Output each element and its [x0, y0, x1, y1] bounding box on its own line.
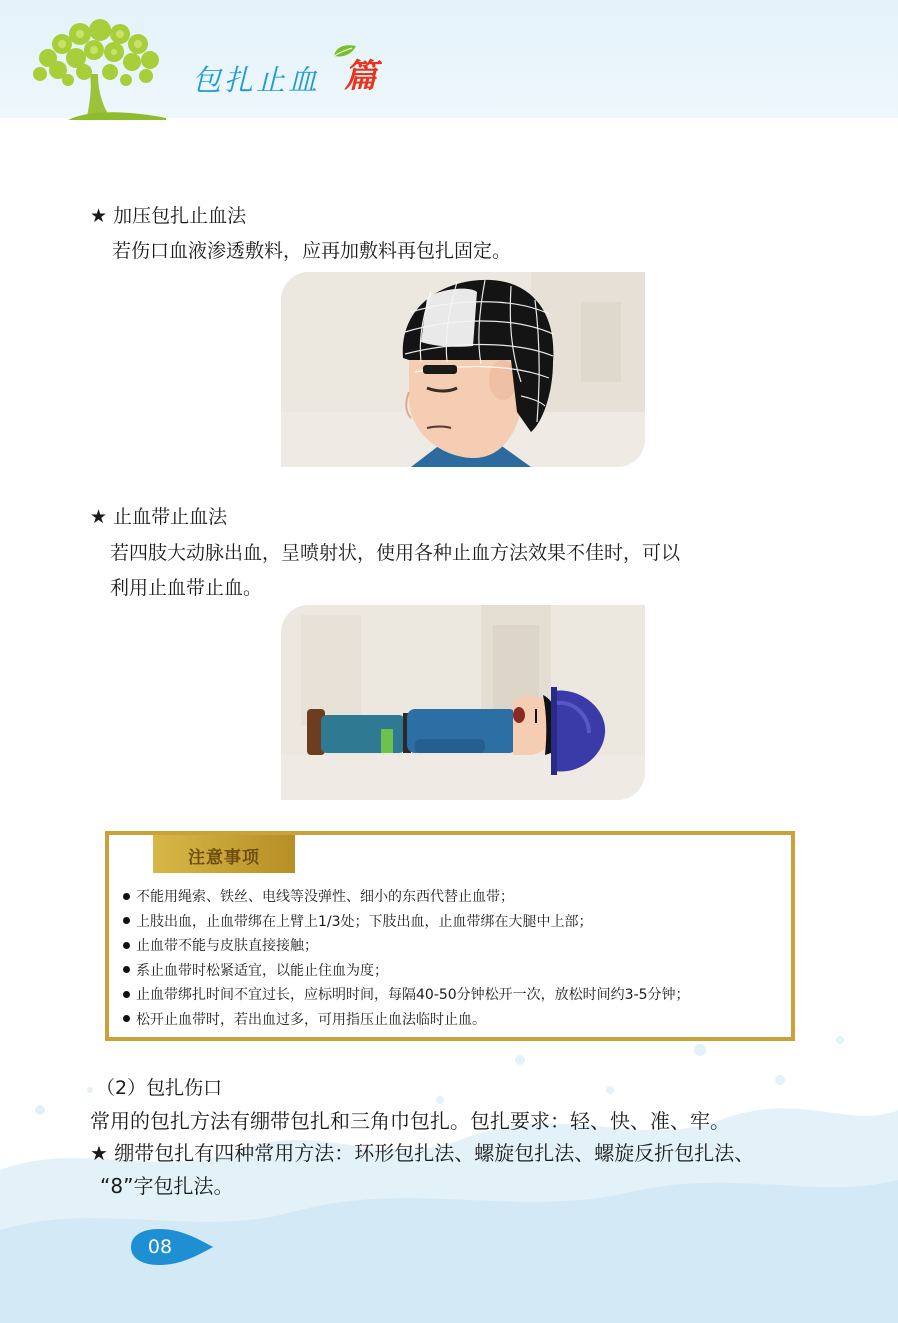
page-number: 08	[147, 1236, 173, 1258]
section-body-tourniquet-line2: 利用止血带止血。	[110, 577, 263, 599]
section-body-wound-bandage-line1: 常用的包扎方法有绷带包扎和三角巾包扎。包扎要求：轻、快、准、牢。	[90, 1109, 730, 1133]
notice-item: 上肢出血，止血带绑在上臂上1/3处；下肢出血，止血带绑在大腿中上部；	[123, 910, 690, 935]
notice-box	[105, 831, 795, 1041]
section-heading-tourniquet: ★ 止血带止血法	[90, 506, 228, 528]
bullet-icon	[123, 991, 130, 998]
bullet-icon	[123, 893, 130, 900]
head-bandage-illustration	[281, 272, 645, 467]
bullet-icon	[123, 942, 130, 949]
notice-title: 注意事项	[188, 848, 260, 868]
bullet-icon	[123, 917, 130, 924]
notice-item: 止血带绑扎时间不宜过长，应标明时间，每隔40-50分钟松开一次，放松时间约3-5分钟；	[123, 983, 690, 1008]
tourniquet-illustration	[281, 605, 645, 800]
tree-logo	[28, 18, 168, 120]
section-heading-pressure-bandage: ★ 加压包扎止血法	[90, 205, 247, 227]
notice-item: 不能用绳索、铁丝、电线等没弹性、细小的东西代替止血带；	[123, 885, 690, 910]
bullet-icon	[123, 1015, 130, 1022]
section-body-tourniquet-line1: 若四肢大动脉出血，呈喷射状，使用各种止血方法效果不佳时，可以	[110, 542, 681, 564]
notice-title-banner	[153, 835, 295, 873]
notice-item: 止血带不能与皮肤直接接触；	[123, 934, 690, 959]
bullet-icon	[123, 966, 130, 973]
section-heading-wound-bandage: （2）包扎伤口	[96, 1077, 223, 1099]
notice-list	[123, 885, 690, 1032]
section-body-wound-bandage-line3: “8”字包扎法。	[100, 1174, 234, 1198]
page-title: 包扎止血	[192, 63, 321, 97]
section-body-wound-bandage-line2: ★ 绷带包扎有四种常用方法：环形包扎法、螺旋包扎法、螺旋反折包扎法、	[90, 1141, 755, 1165]
notice-item: 松开止血带时，若出血过多，可用指压止血法临时止血。	[123, 1008, 690, 1033]
section-body-pressure-bandage: 若伤口血液渗透敷料，应再加敷料再包扎固定。	[112, 240, 512, 262]
notice-item: 系止血带时松紧适宜，以能止住血为度；	[123, 959, 690, 984]
page-title-accent: 篇	[344, 56, 377, 95]
